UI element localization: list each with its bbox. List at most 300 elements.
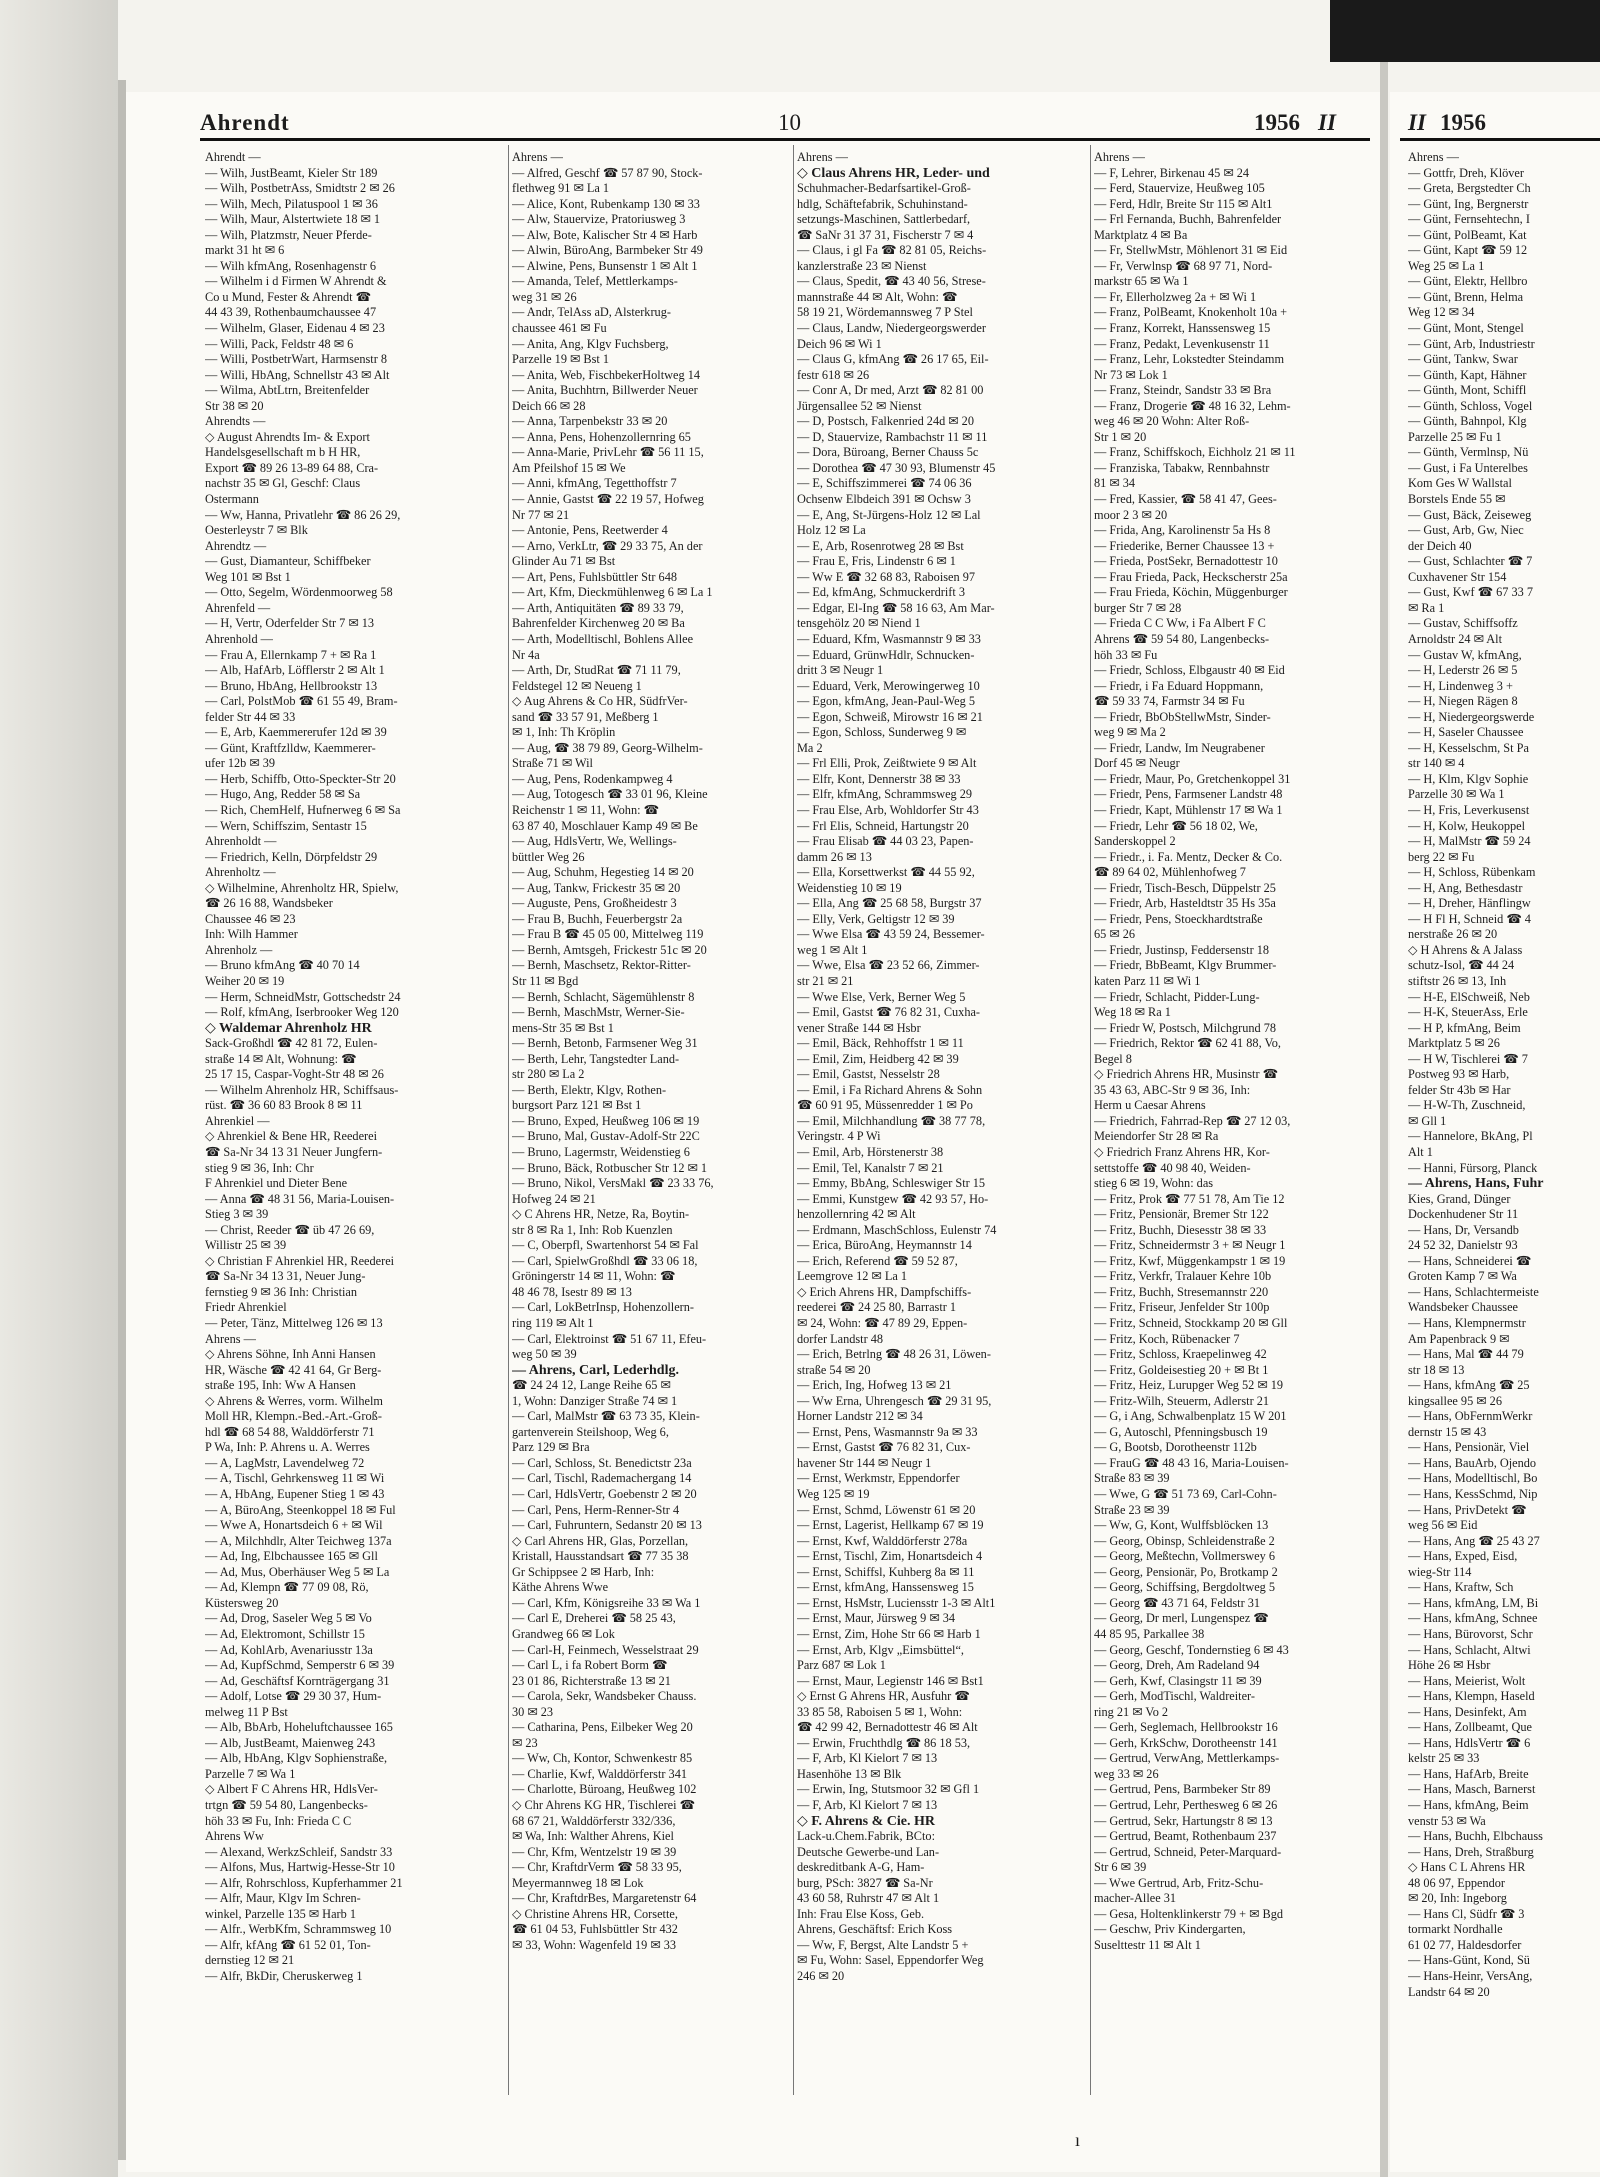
listing-column-3 [797,150,1087,1985]
directory-entry-line: — H-E, ElSchweiß, Neb [1408,989,1530,1004]
directory-entry-line: — Egon, kfmAng, Jean-Paul-Weg 5 [797,694,975,709]
directory-entry-line: — G, Bootsb, Dorotheenstr 112b [1094,1440,1257,1455]
directory-entry-line: moor 2 3 ✉ 20 [1094,507,1168,522]
directory-entry-line: — Willi, HbAng, Schnellstr 43 ✉ Alt [205,367,390,382]
directory-entry-line: — Carl, Fuhruntern, Sedanstr 20 ✉ 13 [512,1518,702,1533]
directory-entry-line: — Ahrens, Carl, Lederhdlg. [512,1362,679,1378]
directory-entry-line: Begel 8 [1094,1051,1132,1066]
directory-entry-line: Dorf 45 ✉ Neugr [1094,756,1180,771]
directory-entry-line: — A, HbAng, Eupener Stieg 1 ✉ 43 [205,1487,385,1502]
directory-entry-line: nachstr 35 ✉ Gl, Geschf: Claus [205,476,361,491]
directory-entry-line: — H, Niedergeorgswerde [1408,709,1535,724]
directory-entry-line: — Hans, kfmAng, Beim [1408,1797,1529,1812]
running-head-year: 1956 [1254,110,1300,135]
listing-column-2 [512,150,790,1953]
directory-entry-line: — Hans, Dr, Versandb [1408,1222,1519,1237]
directory-entry-line: — Friedr, Schlacht, Pidder-Lung- [1094,989,1260,1004]
directory-entry-line: — Art, Pens, Fuhlsbüttler Str 648 [512,569,677,584]
directory-entry-line: — Auguste, Pens, Großheidestr 3 [512,896,677,911]
directory-entry-line: — Ella, Ang ☎ 25 68 58, Burgstr 37 [797,896,982,911]
directory-entry-line: — Egon, Schloss, Sunderweg 9 ✉ [797,725,967,740]
directory-entry-line: vener Straße 144 ✉ Hsbr [797,1020,921,1035]
directory-entry-line: — Günt, Kraftfzlldw, Kaemmerer- [205,740,376,755]
directory-entry-line: — Emil, Tel, Kanalstr 7 ✉ 21 [797,1160,944,1175]
directory-entry-line: — Wwe A, Honartsdeich 6 + ✉ Wil [205,1518,383,1533]
directory-entry-line: — Aug, Schuhm, Hegestieg 14 ✉ 20 [512,865,694,880]
directory-entry-line: — Egon, Schweiß, Mirowstr 16 ✉ 21 [797,709,983,724]
directory-entry-line: — Fr, StellwMstr, Möhlenort 31 ✉ Eid [1094,243,1288,258]
directory-entry-line: — Georg, Schiffsing, Bergdoltweg 5 [1094,1580,1276,1595]
directory-entry-line: Hasenhöhe 13 ✉ Blk [797,1766,902,1781]
directory-entry-line: — Gust, Bäck, Zeiseweg [1408,507,1532,522]
header-rule [200,138,1370,141]
directory-entry-line: — Ernst, HsMstr, Luciensstr 1-3 ✉ Alt1 [797,1595,996,1610]
directory-entry-line: — Wilh, JustBeamt, Kieler Str 189 [205,165,378,180]
directory-entry-line: — A, BüroAng, Steenkoppel 18 ✉ Ful [205,1502,396,1517]
directory-entry-line: — Alfr, Maur, Klgv Im Schren- [205,1891,361,1906]
directory-entry-line: — Alw, Bote, Kalischer Str 4 ✉ Harb [512,227,698,242]
directory-entry-line: — Emil, Bäck, Rehhoffstr 1 ✉ 11 [797,1036,964,1051]
directory-entry-line: — Gerh, Kwf, Clasingstr 11 ✉ 39 [1094,1673,1262,1688]
directory-entry-line: — A, Milchhdlr, Alter Teichweg 137a [205,1533,392,1548]
directory-entry-line: — Alexand, WerkzSchleif, Sandstr 33 [205,1844,393,1859]
directory-entry-line: — Gustav, Schiffsoffz [1408,616,1518,631]
directory-entry-line: ◇ Christine Ahrens HR, Corsette, [512,1906,678,1921]
directory-entry-line: — Hans, kfmAng, LM, Bi [1408,1595,1539,1610]
directory-entry-line: — Ad, Drog, Saseler Weg 5 ✉ Vo [205,1611,372,1626]
directory-entry-line: — Bernh, Amtsgeh, Frickestr 51c ✉ 20 [512,942,707,957]
directory-entry-line: ☎ SaNr 31 37 31, Fischerstr 7 ✉ 4 [797,227,974,242]
directory-entry-line: — Georg, Pensionär, Po, Brotkamp 2 [1094,1564,1278,1579]
directory-entry-line: str 140 ✉ 4 [1408,756,1465,771]
directory-entry-line: — Friedr, Landw, Im Neugrabener [1094,740,1265,755]
directory-entry-line: — Ad, KohlArb, Avenariusstr 13a [205,1642,373,1657]
directory-entry-line: ◇ Wilhelmine, Ahrenholtz HR, Spielw, [205,880,399,895]
directory-entry-line: 68 67 21, Walddörferstr 332/336, [512,1813,676,1828]
directory-entry-line: — Ww Erna, Uhrengesch ☎ 29 31 95, [797,1393,992,1408]
directory-entry-line: — Gertrud, Beamt, Rothenbaum 237 [1094,1829,1277,1844]
directory-entry-line: Cuxhavener Str 154 [1408,569,1507,584]
directory-entry-line: — Friederike, Berner Chaussee 13 + [1094,538,1275,553]
directory-entry-line: Parzelle 7 ✉ Wa 1 [205,1766,296,1781]
directory-entry-line: Jürgensallee 52 ✉ Nienst [797,398,922,413]
directory-entry-line: Arnoldstr 24 ✉ Alt [1408,631,1502,646]
directory-entry-line: — Ad, Geschäftsf Kornträgergang 31 [205,1673,390,1688]
directory-entry-line: — Gerh, ModTischl, Waldreiter- [1094,1689,1255,1704]
directory-entry-line: — Gesa, Holtenklinkerstr 79 + ✉ Bgd [1094,1906,1284,1921]
directory-entry-line: straße 54 ✉ 20 [797,1362,871,1377]
directory-entry-line: — Alfr., WerbKfm, Schrammsweg 10 [205,1922,392,1937]
directory-entry-line: — Carl L, i fa Robert Borm ☎ [512,1658,668,1673]
directory-entry-line: — Ad, KupfSchmd, Semperstr 6 ✉ 39 [205,1658,395,1673]
directory-entry-line: ☎ Sa-Nr 34 13 31 Neuer Jungfern- [205,1145,383,1159]
directory-entry-line: — H, Schloss, Rübenkam [1408,865,1536,880]
directory-entry-line: — Aug, ☎ 38 79 89, Georg-Wilhelm- [512,740,703,755]
directory-entry-line: chaussee 461 ✉ Fu [512,321,607,336]
directory-entry-line: — Ad, Ing, Elbchaussee 165 ✉ Gll [205,1549,378,1564]
directory-entry-line: — Wilh, Platzmstr, Neuer Pferde- [205,227,372,242]
directory-entry-line: — H, Kesselschm, St Pa [1408,740,1529,755]
directory-entry-line: — Carl, Elektroinst ☎ 51 67 11, Efeu- [512,1331,707,1346]
directory-entry-line: 48 06 97, Eppendor [1408,1875,1505,1890]
directory-entry-line: — Alb, JustBeamt, Maienweg 243 [205,1735,376,1750]
directory-entry-line: — Ad, Elektromont, Schillstr 15 [205,1626,365,1641]
directory-entry-line: — Erich, Ing, Hofweg 13 ✉ 21 [797,1378,952,1393]
directory-entry-line: — Dora, Büroang, Berner Chauss 5c [797,445,979,460]
directory-entry-line: — Günt, PolBeamt, Kat [1408,227,1527,242]
directory-entry-line: — Ww, F, Bergst, Alte Landstr 5 + [797,1937,969,1952]
directory-entry-line: — Arth, Dr, StudRat ☎ 71 11 79, [512,663,681,678]
directory-entry-line: — H-K, SteuerAss, Erle [1408,1005,1528,1020]
directory-entry-line: — Friedr, i Fa Eduard Hoppmann, [1094,678,1264,693]
directory-entry-line: — Bruno, Mal, Gustav-Adolf-Str 22C [512,1129,700,1144]
directory-entry-line: Str 1 ✉ 20 [1094,429,1147,444]
directory-entry-line: tensgehölz 20 ✉ Niend 1 [797,616,921,631]
directory-entry-line: — Wilh, Mech, Pilatuspool 1 ✉ 36 [205,196,378,211]
directory-entry-line: — Chr, KraftdrBes, Margaretenstr 64 [512,1891,697,1906]
directory-entry-line: ✉ Ra 1 [1408,600,1445,615]
directory-entry-line: Straße 23 ✉ 39 [1094,1502,1170,1517]
directory-entry-line: Inh: Frau Else Koss, Geb. [797,1906,925,1921]
directory-entry-line: — Gerh, KrkSchw, Dorotheenstr 141 [1094,1735,1278,1750]
directory-entry-line: — E, Ang, St-Jürgens-Holz 12 ✉ Lal [797,507,981,522]
directory-entry-line: markstr 65 ✉ Wa 1 [1094,274,1189,289]
directory-entry-line: Weg 12 ✉ 34 [1408,305,1475,320]
directory-entry-line: — Adolf, Lotse ☎ 29 30 37, Hum- [205,1689,382,1704]
directory-entry-line: Hofweg 24 ✉ 21 [512,1191,596,1206]
directory-entry-line: — Carl, LokBetrInsp, Hohenzollern- [512,1300,695,1315]
directory-entry-line: — Carl, HdlsVertr, Goebenstr 2 ✉ 20 [512,1487,697,1502]
directory-entry-line: — Bruno, Nikol, VersMakl ☎ 23 33 76, [512,1176,714,1191]
directory-entry-line: 63 87 40, Moschlauer Kamp 49 ✉ Be [512,818,698,833]
directory-entry-line: schutz-Isol, ☎ 44 24 [1408,958,1515,973]
directory-entry-line: — Wwe Else, Verk, Berner Weg 5 [797,989,966,1004]
directory-entry-line: Ahrens Ww [205,1829,264,1844]
directory-entry-line: — Otto, Segelm, Wördenmoorweg 58 [205,585,393,600]
directory-entry-line: — Emil, Gastst ☎ 76 82 31, Cuxha- [797,1005,981,1020]
directory-entry-line: — Ernst, Arb, Klgv „Eimsbüttel“, [797,1642,965,1657]
directory-entry-line: ◇ C Ahrens HR, Netze, Ra, Boytin- [512,1207,690,1222]
directory-entry-line: — Friedr, Justinsp, Feddersenstr 18 [1094,942,1270,957]
directory-entry-line: — Ernst, Kwf, Walddörferstr 278a [797,1533,968,1548]
directory-entry-line: — Bruno, Bäck, Rotbuscher Str 12 ✉ 1 [512,1160,708,1175]
directory-entry-line: — Alb, BbArb, Hoheluftchaussee 165 [205,1720,393,1735]
directory-entry-line: — Franziska, Tabakw, Rennbahnstr [1094,460,1270,475]
directory-entry-line: sand ☎ 33 57 91, Meßberg 1 [512,709,659,724]
directory-entry-line: — Conr A, Dr med, Arzt ☎ 82 81 00 [797,383,984,398]
page-edge [118,80,126,2160]
directory-entry-line: 30 ✉ 23 [512,1704,554,1719]
directory-entry-line: — Georg, Meßtechn, Vollmerswey 6 [1094,1549,1276,1564]
directory-entry-line: Friedr Ahrenkiel [205,1300,287,1315]
directory-entry-line: — Friedr, Schloss, Elbgaustr 40 ✉ Eid [1094,663,1285,678]
directory-entry-line: — Friedr., i. Fa. Mentz, Decker & Co. [1094,849,1283,864]
directory-entry-line: Meiendorfer Str 28 ✉ Ra [1094,1129,1219,1144]
directory-entry-line: Ahrenholdt — [205,834,277,849]
directory-entry-line: hdl ☎ 68 54 88, Walddörferstr 71 [205,1424,375,1439]
directory-entry-line: — Carl, PolstMob ☎ 61 55 49, Bram- [205,694,398,709]
directory-entry-line: ◇ Waldemar Ahrenholz HR [205,1020,372,1036]
directory-entry-line: 58 19 21, Wördemannsweg 7 P Stel [797,305,973,320]
directory-entry-line: — H, Klm, Klgv Sophie [1408,771,1529,786]
directory-entry-line: 48 46 78, Isestr 89 ✉ 13 [512,1284,632,1299]
directory-entry-line: rüst. ☎ 36 60 83 Brook 8 ✉ 11 [205,1098,363,1113]
directory-entry-line: — Fritz, Goldeisestieg 20 + ✉ Bt 1 [1094,1362,1269,1377]
directory-entry-line: — Hannelore, BkAng, Pl [1408,1129,1533,1144]
directory-entry-line: — Arth, Modelltischl, Bohlens Allee [512,631,694,646]
directory-entry-line: Alt 1 [1408,1145,1433,1159]
directory-entry-line: — Ernst, Gastst ☎ 76 82 31, Cux- [797,1440,971,1455]
directory-entry-line: — Hans, PrivDetekt ☎ [1408,1502,1527,1517]
directory-entry-line: kingsallee 95 ✉ 26 [1408,1393,1502,1408]
directory-entry-line: — Friedr, BbBeamt, Klgv Brummer- [1094,958,1277,973]
directory-entry-line: — Eduard, GrünwHdlr, Schnucken- [797,647,975,662]
directory-entry-line: flethweg 91 ✉ La 1 [512,181,610,196]
directory-entry-line: — E, Schiffszimmerei ☎ 74 06 36 [797,476,972,491]
directory-entry-line: — Alfons, Mus, Hartwig-Hesse-Str 10 [205,1860,395,1875]
directory-entry-line: ◇ Friedrich Franz Ahrens HR, Kor- [1094,1145,1270,1159]
directory-entry-line: — Ww, G, Kont, Wulffsblöcken 13 [1094,1518,1269,1533]
directory-entry-line: ring 21 ✉ Vo 2 [1094,1704,1169,1719]
directory-entry-line: — Hans-Heinr, VersAng, [1408,1968,1533,1983]
directory-entry-line: Ahrenkiel — [205,1113,270,1128]
directory-entry-line: — Ww E ☎ 32 68 83, Raboisen 97 [797,569,976,584]
directory-entry-line: Sanderskoppel 2 [1094,834,1176,849]
directory-entry-line: Stieg 3 ✉ 39 [205,1207,269,1222]
directory-entry-line: Chaussee 46 ✉ 23 [205,911,296,926]
directory-entry-line: — H, Fris, Leverkusenst [1408,802,1530,817]
directory-entry-line: — Alw, Stauervize, Pratoriusweg 3 [512,212,686,227]
directory-entry-line: — Fritz, Schneidermstr 3 + ✉ Neugr 1 [1094,1238,1286,1253]
directory-entry-line: burgsort Parz 121 ✉ Bst 1 [512,1098,642,1113]
directory-entry-line: — Friedr, Pens, Farmsener Landstr 48 [1094,787,1283,802]
directory-entry-line: — Wilhelm i d Firmen W Ahrendt & [205,274,387,289]
directory-entry-line: — H, Kolw, Heukoppel [1408,818,1526,833]
directory-entry-line: Moll HR, Klempn.-Bed.-Art.-Groß- [205,1409,382,1424]
directory-entry-line: — Hans, KessSchmd, Nip [1408,1487,1538,1502]
directory-entry-line: — Franz, PolBeamt, Knokenholt 10a + [1094,305,1288,320]
directory-entry-line: ✉ 20, Inh: Ingeborg [1408,1891,1507,1906]
directory-entry-line: — Fritz, Heiz, Lurupger Weg 52 ✉ 19 [1094,1378,1284,1393]
directory-entry-line: Parz 687 ✉ Lok 1 [797,1658,886,1673]
directory-entry-line: ☎ 26 16 88, Wandsbeker [205,896,333,911]
directory-entry-line: — H W, Tischlerei ☎ 7 [1408,1051,1528,1066]
directory-entry-line: Höhe 26 ✉ Hsbr [1408,1658,1491,1673]
directory-entry-line: — Hans, Dreh, Straßburg [1408,1844,1534,1859]
directory-entry-line: — Gertrud, VerwAng, Mettlerkamps- [1094,1751,1280,1766]
facing-head-section: II [1408,110,1426,135]
directory-entry-line: — Franz, Lehr, Lokstedter Steindamm [1094,352,1285,367]
directory-entry-line: — Aug, HdlsVertr, We, Wellings- [512,834,677,849]
directory-entry-line: — Günt, Tankw, Swar [1408,352,1518,367]
directory-entry-line: — Anita, Web, FischbekerHoltweg 14 [512,367,700,382]
directory-entry-line: — A, Tischl, Gehrkensweg 11 ✉ Wi [205,1471,385,1486]
directory-entry-line: — Ed, kfmAng, Schmuckerdrift 3 [797,585,966,600]
directory-entry-line: höh 33 ✉ Fu, Inh: Frieda C C [205,1813,352,1828]
directory-entry-line: Ahrens, Geschäftsf: Erich Koss [797,1922,953,1937]
directory-entry-line: — Günth, Bahnpol, Klg [1408,414,1527,429]
directory-entry-line: Gr Schippsee 2 ✉ Harb, Inh: [512,1564,655,1579]
directory-entry-line: — Erwin, Ing, Stutsmoor 32 ✉ Gfl 1 [797,1782,980,1797]
directory-entry-line: Küstersweg 20 [205,1595,279,1610]
directory-entry-line: str 18 ✉ 13 [1408,1362,1465,1377]
directory-entry-line: — Georg ☎ 43 71 64, Feldstr 31 [1094,1595,1261,1610]
directory-entry-line: — Carl E, Dreherei ☎ 58 25 43, [512,1611,676,1626]
directory-entry-line: Parzelle 25 ✉ Fu 1 [1408,429,1502,444]
directory-entry-line: — Hans, Schlacht, Altwi [1408,1642,1531,1657]
directory-entry-line: Gröningerstr 14 ✉ 11, Wohn: ☎ [512,1269,676,1284]
directory-entry-line: — Herm, SchneidMstr, Gottschedstr 24 [205,989,401,1004]
directory-entry-line: — Günt, Mont, Stengel [1408,321,1524,336]
directory-entry-line: — Friedr, Kapt, Mühlenstr 17 ✉ Wa 1 [1094,802,1283,817]
directory-entry-line: 246 ✉ 20 [797,1968,845,1983]
directory-entry-line: Kristall, Hausstandsart ☎ 77 35 38 [512,1549,689,1564]
directory-entry-line: weg 1 ✉ Alt 1 [797,942,868,957]
directory-entry-line: — Frau Else, Arb, Wohldorfer Str 43 [797,802,979,817]
directory-entry-line: fernstieg 9 ✉ 36 Inh: Christian [205,1284,358,1299]
directory-entry-line: — H, Dreher, Hänflingw [1408,896,1531,911]
directory-entry-line: — Ernst, Maur, Jürsweg 9 ✉ 34 [797,1611,956,1626]
directory-entry-line: — F, Arb, Kl Kielort 7 ✉ 13 [797,1751,938,1766]
directory-entry-line: — Peter, Tänz, Mittelweg 126 ✉ 13 [205,1316,383,1331]
directory-entry-line: — Frau A, Ellernkamp 7 + ✉ Ra 1 [205,647,377,662]
directory-entry-line: ◇ F. Ahrens & Cie. HR [797,1813,935,1829]
directory-entry-line: — Anita, Buchhtrn, Billwerder Neuer [512,383,698,398]
directory-entry-line: — Wilma, AbtLtrn, Breitenfelder [205,383,370,398]
directory-entry-line: Marktplatz 5 ✉ 26 [1408,1036,1500,1051]
directory-entry-line: — Günth, Kapt, Hähner [1408,367,1527,382]
directory-entry-line: — Ferd, Hdlr, Breite Str 115 ✉ Alt1 [1094,196,1273,211]
directory-entry-line: Weg 18 ✉ Ra 1 [1094,1005,1171,1020]
directory-entry-line: — Hans, ObFernmWerkr [1408,1409,1533,1424]
directory-entry-line: — Eduard, Kfm, Wasmannstr 9 ✉ 33 [797,631,981,646]
directory-entry-line: — Bernh, Maschsetz, Rektor-Ritter- [512,958,691,973]
directory-entry-line: felder Str 44 ✉ 33 [205,709,296,724]
directory-entry-line: — Emil, Gastst, Nesselstr 28 [797,1067,940,1082]
directory-entry-line: — Carl-H, Feinmech, Wesselstraat 29 [512,1642,699,1657]
directory-entry-line: Ahrenhold — [205,631,273,646]
directory-entry-line: — Wern, Schiffszim, Sentastr 15 [205,818,367,833]
directory-entry-line: — Charlie, Kwf, Walddörferstr 341 [512,1766,687,1781]
directory-entry-line: — F, Arb, Kl Kielort 7 ✉ 13 [797,1797,938,1812]
directory-entry-line: straße 195, Inh: Ww A Hansen [205,1378,356,1393]
directory-entry-line: ufer 12b ✉ 39 [205,756,276,771]
directory-entry-line: Ochsenw Elbdeich 391 ✉ Ochsw 3 [797,492,971,507]
directory-entry-line: winkel, Parzelle 135 ✉ Harb 1 [205,1906,356,1921]
directory-entry-line: — G, Autoschl, Pfenningsbusch 19 [1094,1424,1268,1439]
directory-entry-line: ✉ 23 [512,1735,538,1750]
directory-entry-line: — Fritz, Buchh, Stresemannstr 220 [1094,1284,1269,1299]
directory-entry-line: — Georg, Obinsp, Schleidenstraße 2 [1094,1533,1275,1548]
directory-entry-line: dernstieg 12 ✉ 21 [205,1953,295,1968]
directory-entry-line: Willistr 25 ✉ 39 [205,1238,287,1253]
directory-entry-line: — Fr, Ellerholzweg 2a + ✉ Wi 1 [1094,289,1257,304]
directory-entry-line: — Christ, Reeder ☎ üb 47 26 69, [205,1222,375,1237]
directory-entry-line: — D, Stauervize, Rambachstr 11 ✉ 11 [797,429,988,444]
facing-head-year: 1956 [1440,110,1486,135]
directory-entry-line: — Hugo, Ang, Redder 58 ✉ Sa [205,787,361,802]
directory-entry-line: — H, Ang, Bethesdastr [1408,880,1523,895]
directory-entry-line: — H P, kfmAng, Beim [1408,1020,1521,1035]
directory-entry-line: Str 11 ✉ Bgd [512,973,579,988]
directory-entry-line: Reichenstr 1 ✉ 11, Wohn: ☎ [512,802,659,817]
directory-entry-line: — Emil, Zim, Heidberg 42 ✉ 39 [797,1051,959,1066]
directory-entry-line: — Hans, Pensionär, Viel [1408,1440,1530,1455]
directory-entry-line: Ahrenfeld — [205,600,271,615]
directory-entry-line: str 21 ✉ 21 [797,973,854,988]
directory-entry-line: ✉ 24, Wohn: ☎ 47 89 29, Eppen- [797,1316,968,1331]
directory-entry-line: — Carl, MalMstr ☎ 63 73 35, Klein- [512,1409,700,1424]
directory-entry-line: — Wilh kfmAng, Rosenhagenstr 6 [205,258,377,273]
directory-entry-line: — Günt, Brenn, Helma [1408,289,1524,304]
directory-entry-line: 61 02 77, Haldesdorfer [1408,1937,1522,1952]
directory-entry-line: Landstr 64 ✉ 20 [1408,1984,1490,1999]
directory-entry-line: ✉ Fu, Wohn: Sasel, Eppendorfer Weg [797,1953,984,1968]
directory-entry-line: weg 50 ✉ 39 [512,1347,577,1362]
directory-entry-line: — Eduard, Verk, Merowingerweg 10 [797,678,980,693]
directory-entry-line: HR, Wäsche ☎ 42 41 64, Gr Berg- [205,1362,382,1377]
directory-entry-line: — Hans, HafArb, Breite [1408,1766,1529,1781]
directory-entry-line: — Frau Elisab ☎ 44 03 23, Papen- [797,834,974,849]
directory-entry-line: Deich 66 ✉ 28 [512,398,586,413]
directory-entry-line: — Erdmann, MaschSchloss, Eulenstr 74 [797,1222,997,1237]
directory-entry-line: str 280 ✉ La 2 [512,1067,585,1082]
directory-entry-line: 1, Wohn: Danziger Straße 74 ✉ 1 [512,1393,678,1408]
directory-entry-line: Am Papenbrack 9 ✉ [1408,1331,1510,1346]
directory-entry-line: — Willi, PostbetrWart, Harmsenstr 8 [205,352,388,367]
directory-entry-line: — Friedr, Maur, Po, Gretchenkoppel 31 [1094,771,1291,786]
directory-entry-line: — Frau Frieda, Köchin, Müggenburger [1094,585,1288,600]
directory-entry-line: — Alfr, Rohrschloss, Kupferhammer 21 [205,1875,403,1890]
directory-entry-line: — Emmy, BbAng, Schleswiger Str 15 [797,1176,986,1191]
directory-entry-line: — Hans, kfmAng ☎ 25 [1408,1378,1530,1393]
directory-entry-line: Glinder Au 71 ✉ Bst [512,554,616,569]
directory-entry-line: Veringstr. 4 P Wi [797,1129,881,1144]
page-gutter [1380,62,1388,2177]
directory-entry-line: — Berth, Lehr, Tangstedter Land- [512,1051,680,1066]
directory-entry-line: deskreditbank A-G, Ham- [797,1860,925,1875]
directory-entry-line: damm 26 ✉ 13 [797,849,872,864]
directory-entry-line: — Ww, Ch, Kontor, Schwenkestr 85 [512,1751,693,1766]
directory-entry-line: ☎ 42 99 42, Bernadottestr 46 ✉ Alt [797,1720,978,1735]
directory-entry-line: — H, Niegen Rägen 8 [1408,694,1518,709]
directory-entry-line: Feldstegel 12 ✉ Neueng 1 [512,678,642,693]
directory-entry-line: ◇ Erich Ahrens HR, Dampfschiffs- [797,1284,972,1299]
directory-entry-line: burger Str 7 ✉ 28 [1094,600,1182,615]
directory-entry-line: ✉ Wa, Inh: Walther Ahrens, Kiel [512,1829,674,1844]
directory-entry-line: Groten Kamp 7 ✉ Wa [1408,1269,1517,1284]
directory-entry-line: dorfer Landstr 48 [797,1331,884,1346]
directory-entry-line: — G, i Ang, Schwalbenplatz 15 W 201 [1094,1409,1287,1424]
directory-entry-line: Parz 129 ✉ Bra [512,1440,590,1455]
directory-entry-line: — Ella, Korsettwerkst ☎ 44 55 92, [797,865,975,880]
directory-entry-line: — Bruno, Exped, Heußweg 106 ✉ 19 [512,1113,700,1128]
directory-entry-line: Grandweg 66 ✉ Lok [512,1626,615,1641]
directory-entry-line: Sack-Großhdl ☎ 42 81 72, Eulen- [205,1036,378,1051]
directory-entry-line: — Dorothea ☎ 47 30 93, Blumenstr 45 [797,460,996,475]
directory-entry-line: — Claus, Landw, Niedergeorgswerder [797,321,986,336]
directory-entry-line: — Fritz, Buchh, Diesesstr 38 ✉ 33 [1094,1222,1267,1237]
directory-entry-line: Ahrens — [1094,150,1145,164]
directory-entry-line: reederei ☎ 24 25 80, Barrastr 1 [797,1300,957,1315]
directory-entry-line: dernstr 15 ✉ 43 [1408,1424,1487,1439]
directory-entry-line: ☎ 24 24 12, Lange Reihe 65 ✉ [512,1378,671,1393]
directory-entry-line: ◇ Chr Ahrens KG HR, Tischlerei ☎ [512,1797,695,1812]
directory-entry-line: — Gust, Kwf ☎ 67 33 7 [1408,585,1533,600]
directory-entry-line: — Hans, Exped, Eisd, [1408,1549,1518,1564]
directory-entry-line: 81 ✉ 34 [1094,476,1136,491]
directory-entry-line: — Hans, HdlsVertr ☎ 6 [1408,1735,1531,1750]
